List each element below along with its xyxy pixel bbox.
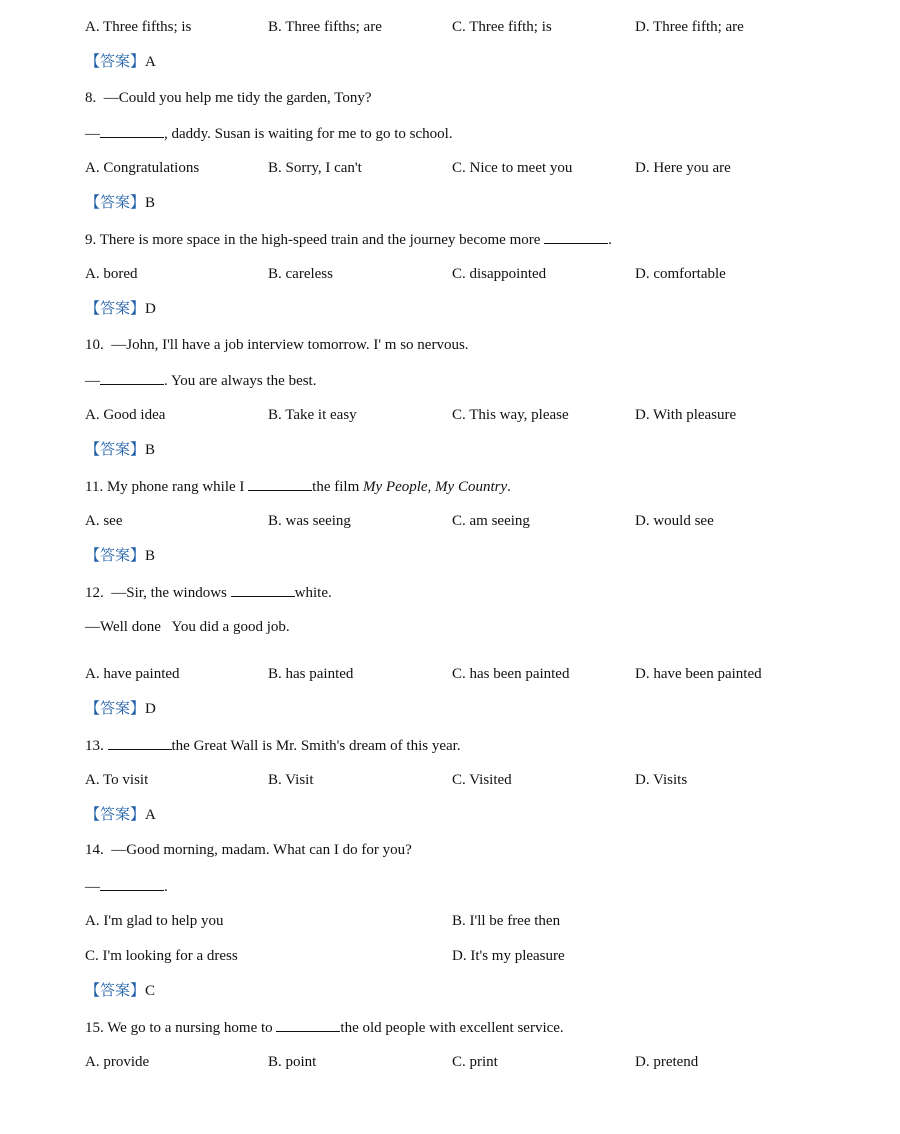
q12-answer: 【答案】D [85, 701, 156, 717]
q10-stem: 10. —John, I'll have a job interview tomorrow. I' m so nervous. [85, 337, 469, 353]
q9-option-a: A. bored [85, 266, 138, 282]
q12-option-a: A. have painted [85, 666, 180, 682]
q12-option-b: B. has painted [268, 666, 354, 682]
q10-reply: — . You are always the best. [85, 373, 317, 389]
q15-stem: 15. We go to a nursing home to the old people with excellent service. [85, 1020, 564, 1036]
q7-option-d: D. Three fifth; are [635, 19, 744, 35]
q10-option-b: B. Take it easy [268, 407, 357, 423]
q13-option-a: A. To visit [85, 772, 149, 788]
q12-answer-value: D [145, 701, 156, 717]
q14-option-c: C. I'm looking for a dress [85, 948, 238, 964]
q11-film-title: My People, My Country [363, 479, 508, 495]
q14-answer-value: C [145, 983, 156, 999]
q13-stem: 13. the Great Wall is Mr. Smith's dream of this year. [85, 738, 461, 754]
q9-stem: 9. There is more space in the high-speed train and the journey become more . [85, 232, 612, 248]
q14-reply: — . [85, 879, 168, 895]
q11-option-d: D. would see [635, 513, 714, 529]
q11-option-a: A. see [85, 513, 123, 529]
q7-option-b: B. Three fifths; are [268, 19, 382, 35]
q10-blank [100, 371, 164, 385]
q11-option-b: B. was seeing [268, 513, 351, 529]
q13-blank [108, 736, 172, 750]
q12-option-d: D. have been painted [635, 666, 762, 682]
q14-option-a: A. I'm glad to help you [85, 913, 224, 929]
q8-blank [100, 124, 164, 138]
q11-answer: 【答案】B [85, 548, 156, 564]
q14-blank [100, 877, 164, 891]
q9-option-b: B. careless [268, 266, 333, 282]
q12-blank [231, 583, 295, 597]
q13-option-b: B. Visit [268, 772, 314, 788]
q15-blank [276, 1018, 340, 1032]
q11-stem: 11. My phone rang while I the film My People, My Country. [85, 479, 511, 495]
q14-option-b: B. I'll be free then [452, 913, 561, 929]
q10-option-d: D. With pleasure [635, 407, 737, 423]
q13-option-d: D. Visits [635, 772, 688, 788]
q12-stem: 12. —Sir, the windows white. [85, 585, 332, 601]
q7-option-c: C. Three fifth; is [452, 19, 552, 35]
q9-answer: 【答案】D [85, 301, 156, 317]
q7-option-a: A. Three fifths; is [85, 19, 192, 35]
q8-reply: — , daddy. Susan is waiting for me to go to school. [85, 126, 453, 142]
q13-option-c: C. Visited [452, 772, 512, 788]
q12-reply: —Well done You did a good job. [85, 619, 290, 635]
q9-blank [544, 230, 608, 244]
q10-option-c: C. This way, please [452, 407, 569, 423]
q10-answer: 【答案】B [85, 442, 156, 458]
q8-answer: 【答案】B [85, 195, 156, 211]
q11-option-c: C. am seeing [452, 513, 530, 529]
q10-option-a: A. Good idea [85, 407, 166, 423]
q15-option-d: D. pretend [635, 1054, 699, 1070]
q14-answer: 【答案】C [85, 983, 156, 999]
q13-answer: 【答案】A [85, 807, 156, 823]
q12-option-c: C. has been painted [452, 666, 570, 682]
q8-option-c: C. Nice to meet you [452, 160, 573, 176]
q7-answer-value: A [145, 54, 156, 70]
q8-option-a: A. Congratulations [85, 160, 200, 176]
q11-answer-value: B [145, 548, 156, 564]
q15-option-c: C. print [452, 1054, 498, 1070]
q7-answer: 【答案】A [85, 54, 156, 70]
q15-option-b: B. point [268, 1054, 317, 1070]
q9-option-d: D. comfortable [635, 266, 726, 282]
q13-answer-value: A [145, 807, 156, 823]
q9-option-c: C. disappointed [452, 266, 547, 282]
q11-blank [248, 477, 312, 491]
q14-option-d: D. It's my pleasure [452, 948, 565, 964]
q15-option-a: A. provide [85, 1054, 150, 1070]
q8-answer-value: B [145, 195, 156, 211]
q9-answer-value: D [145, 301, 156, 317]
q8-option-d: D. Here you are [635, 160, 731, 176]
q10-answer-value: B [145, 442, 156, 458]
q14-stem: 14. —Good morning, madam. What can I do for you? [85, 842, 412, 858]
q8-option-b: B. Sorry, I can't [268, 160, 362, 176]
q8-stem: 8. —Could you help me tidy the garden, Tony? [85, 90, 372, 106]
